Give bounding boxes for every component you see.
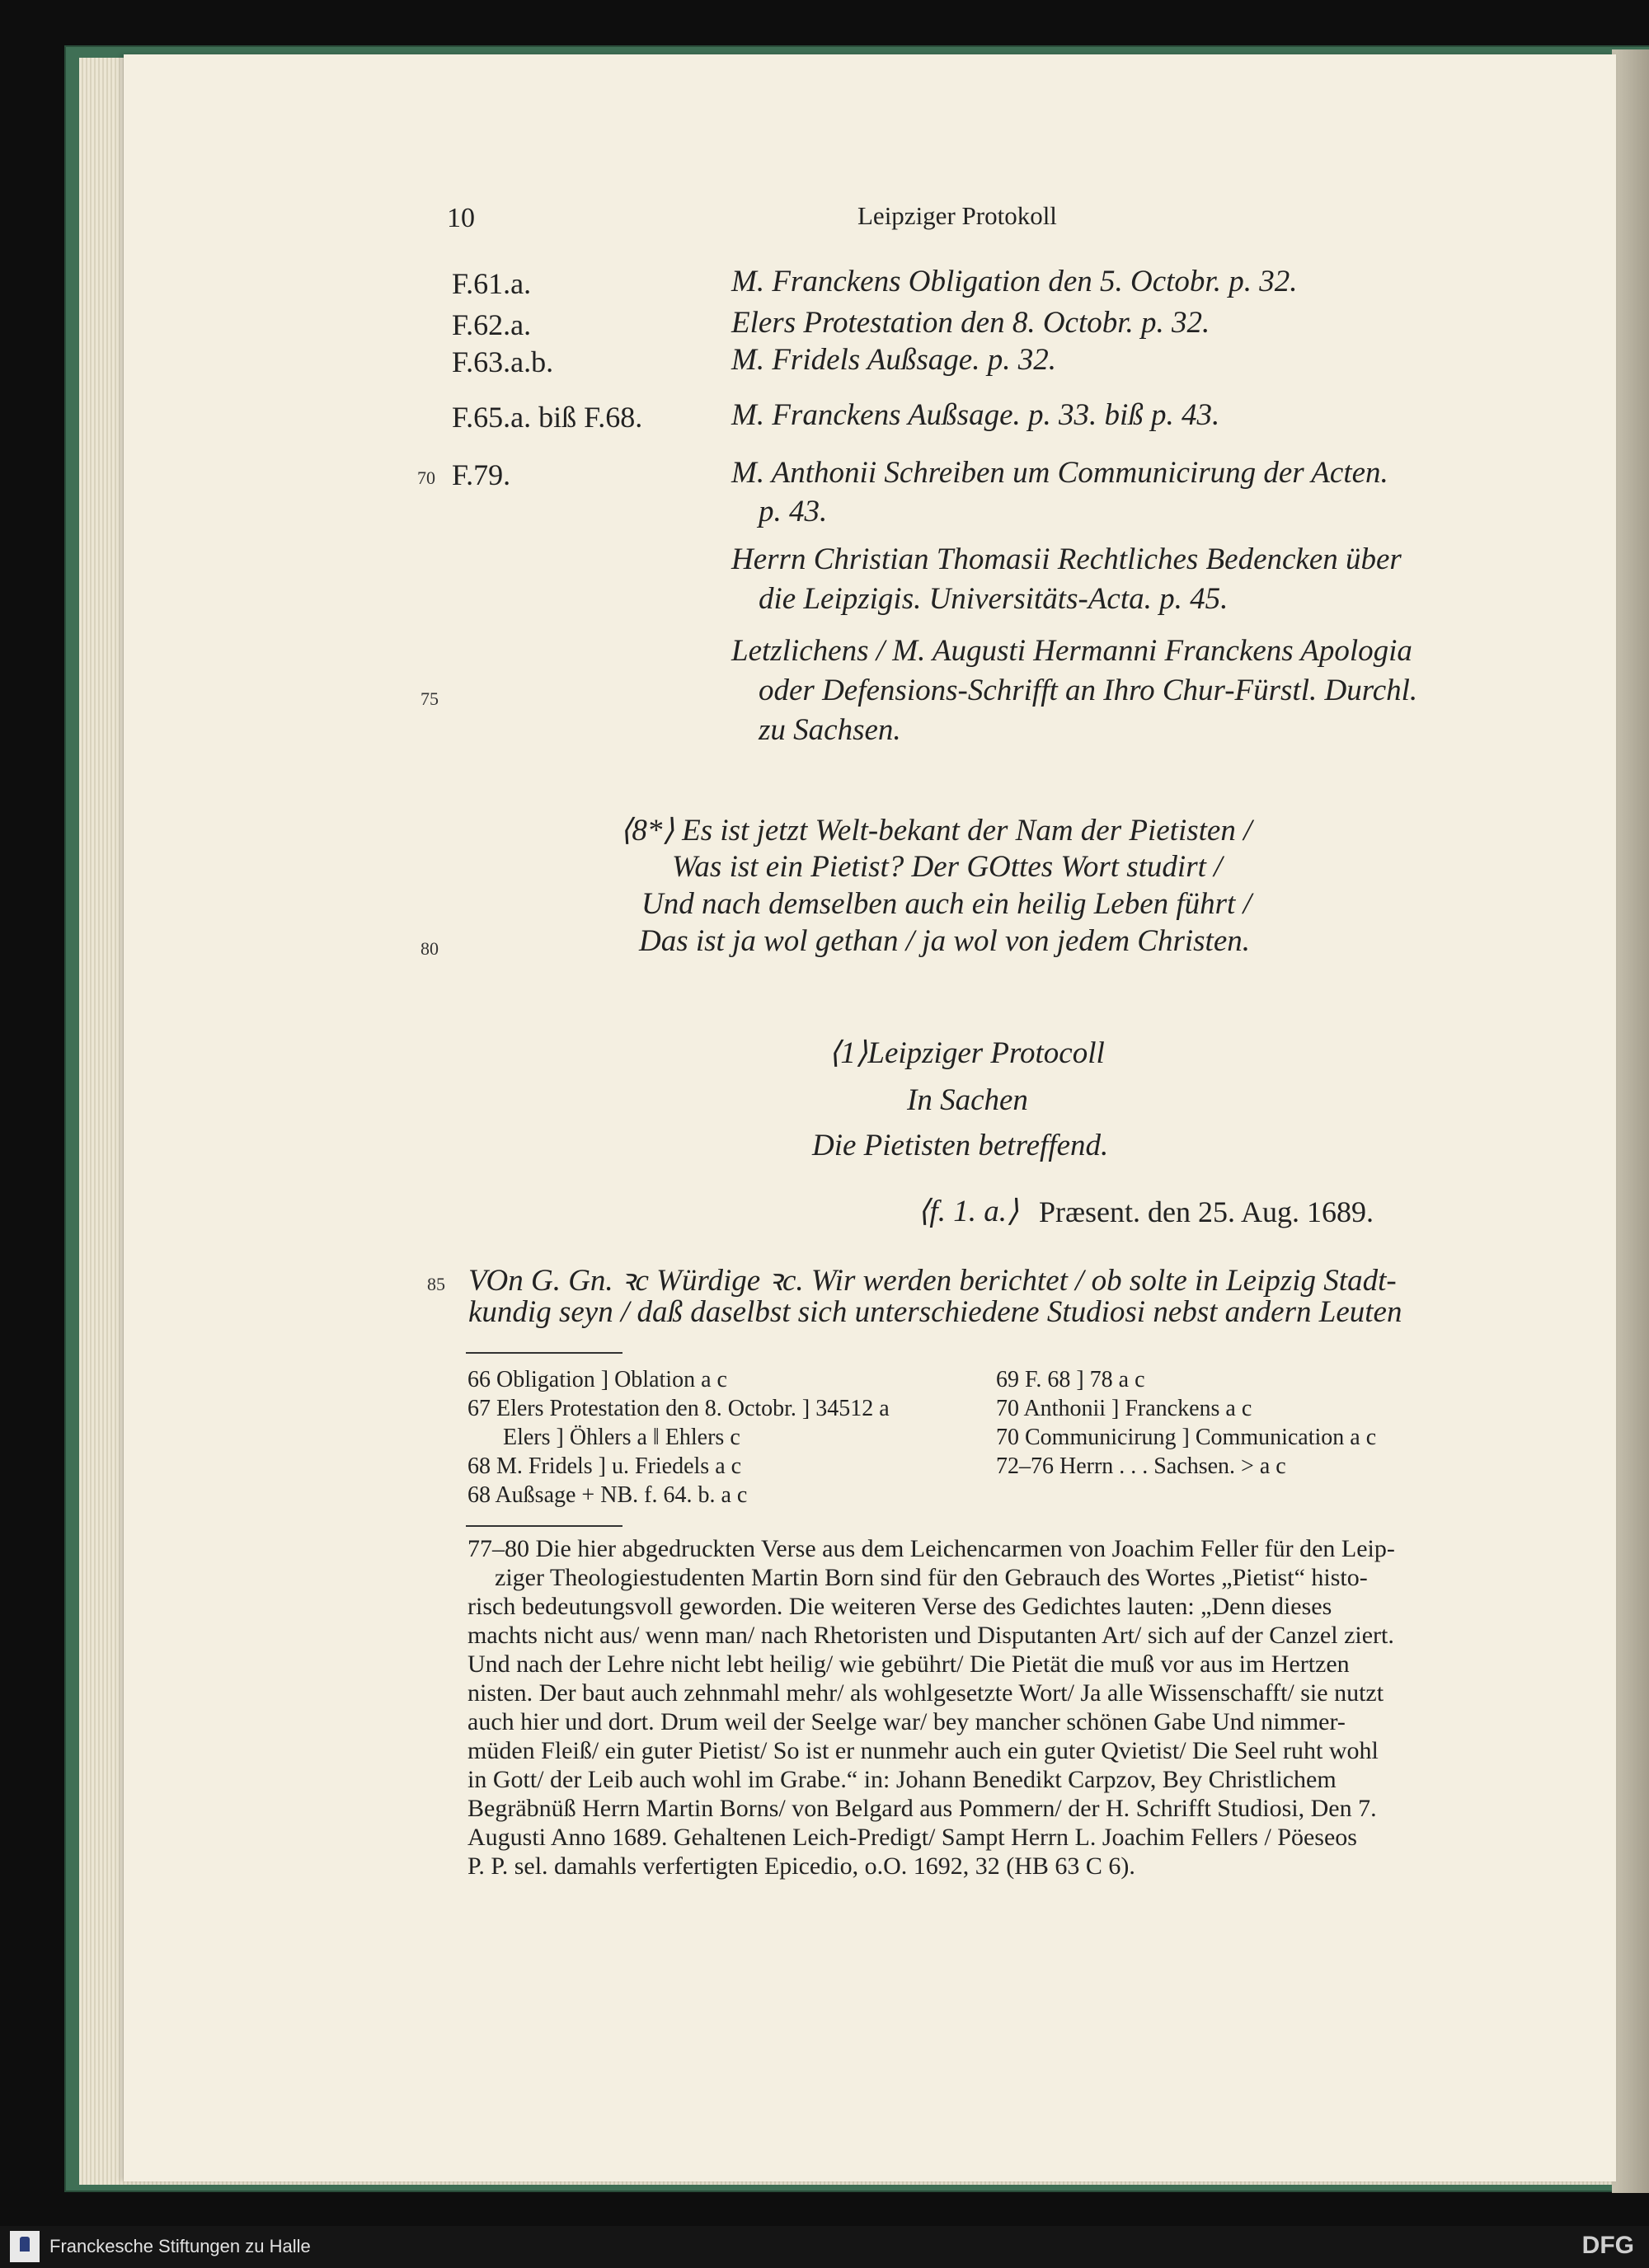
apparatus-rule <box>466 1352 622 1354</box>
verse-line: Das ist ja wol gethan / ja wol von jedem Christen. <box>639 924 1251 958</box>
footnote-rule <box>466 1525 622 1527</box>
footnote-line: 77–80 Die hier abgedruckten Verse aus dem Leichencarmen von Joachim Feller für den Leip- <box>467 1535 1395 1562</box>
footnote-line: müden Fleiß/ ein guter Pietist/ So ist er nunmehr auch ein guter Qvietist/ Die Seel ruht wohl <box>467 1737 1379 1764</box>
entry-text-continued: p. 43. <box>759 495 828 528</box>
title-line: ⟨1⟩Leipziger Protocoll <box>829 1036 1105 1070</box>
line-number: 80 <box>420 938 439 959</box>
apparatus-entry: 67 Elers Protestation den 8. Octobr. ] 34512 a <box>467 1396 890 1421</box>
entry-signature: F.61.a. <box>452 267 532 300</box>
entry-signature: F.79. <box>452 458 511 491</box>
facing-page-edge <box>1612 49 1649 2193</box>
apparatus-entry: Elers ] Öhlers a ‖ Ehlers c <box>503 1425 740 1450</box>
body-line: VOn G. Gn. ꝛc Würdige ꝛc. Wir werden berichtet / ob solte in Leipzig Stadt- <box>468 1264 1397 1298</box>
body-line: kundig seyn / daß daselbst sich unterschiedene Studiosi nebst andern Leuten <box>468 1295 1402 1329</box>
apologia-line: zu Sachsen. <box>759 713 901 747</box>
entry-text: M. Fridels Außsage. p. 32. <box>731 343 1056 377</box>
apparatus-entry: 72–76 Herrn . . . Sachsen. > a c <box>996 1453 1286 1479</box>
line-number: 70 <box>417 467 435 488</box>
apparatus-entry: 68 Außsage + NB. f. 64. b. a c <box>467 1482 748 1508</box>
entry-signature: F.63.a.b. <box>452 345 554 378</box>
page-number: 10 <box>447 203 475 233</box>
dfg-logo: DFG <box>1581 2232 1634 2259</box>
verse-line: ⟨8*⟩ Es ist jetzt Welt-bekant der Nam der Pietisten / <box>620 814 1252 848</box>
institution-name: Franckesche Stiftungen zu Halle <box>49 2236 311 2256</box>
verse-line: Und nach demselben auch ein heilig Leben führt / <box>641 887 1252 921</box>
entry-text: M. Anthonii Schreiben um Communicirung der Acten. <box>731 456 1388 490</box>
footnote-line: P. P. sel. damahls verfertigten Epicedio, o.O. 1692, 32 (HB 63 C 6). <box>467 1852 1135 1880</box>
entry-signature: F.65.a. biß F.68. <box>452 401 643 434</box>
apparatus-entry: 70 Communicirung ] Communication a c <box>996 1425 1377 1450</box>
apologia-line: oder Defensions-Schrifft an Ihro Chur-Fürstl. Durchl. <box>759 674 1418 707</box>
entry-text: M. Franckens Obligation den 5. Octobr. p. 32. <box>731 265 1298 298</box>
apparatus-entry: 69 F. 68 ] 78 a c <box>996 1367 1145 1392</box>
running-head: Leipziger Protokoll <box>857 201 1057 230</box>
line-number: 85 <box>427 1274 445 1294</box>
title-line: In Sachen <box>907 1083 1028 1117</box>
institution-logo-icon <box>10 2231 40 2262</box>
apologia-line: Letzlichens / M. Augusti Hermanni Franckens Apologia <box>731 634 1412 668</box>
verse-line: Was ist ein Pietist? Der GOttes Wort studirt / <box>672 850 1223 884</box>
apparatus-entry: 68 M. Fridels ] u. Friedels a c <box>467 1453 742 1479</box>
footnote-line: in Gott/ der Leib auch wohl im Grabe.“ in: Johann Benedikt Carpzov, Bey Christlichem <box>467 1766 1337 1793</box>
thomasius-line: Herrn Christian Thomasii Rechtliches Bedencken über <box>731 542 1402 576</box>
footnote-line: Begräbnüß Herrn Martin Borns/ von Belgard aus Pommern/ der H. Schrifft Studiosi, Den 7. <box>467 1795 1377 1822</box>
apparatus-entry: 70 Anthonii ] Franckens a c <box>996 1396 1252 1421</box>
footnote-line: risch bedeutungsvoll geworden. Die weiteren Verse des Gedichtes lauten: „Denn dieses <box>467 1593 1332 1620</box>
footnote-line: machts nicht aus/ wenn man/ nach Rhetoristen und Disputanten Art/ sich auf der Canzel ziert. <box>467 1622 1394 1649</box>
footnote-line: nisten. Der baut auch zehnmahl mehr/ als wohlgesetzte Wort/ Ja alle Wissenschafft/ sie nutzt <box>467 1679 1384 1707</box>
footnote-line: Und nach der Lehre nicht lebt heilig/ wie gebührt/ Die Pietät die muß vor aus im Hertzen <box>467 1651 1350 1678</box>
footnote-line: Augusti Anno 1689. Gehaltenen Leich-Predigt/ Sampt Herrn L. Joachim Fellers / Pöeseos <box>467 1824 1357 1851</box>
thomasius-line: die Leipzigis. Universitäts-Acta. p. 45. <box>759 582 1229 616</box>
footnote-line: ziger Theologiestudenten Martin Born sind für den Gebrauch des Wortes „Pietist“ histo- <box>495 1564 1368 1591</box>
entry-text: M. Franckens Außsage. p. 33. biß p. 43. <box>731 398 1220 432</box>
dateline: Præsent. den 25. Aug. 1689. <box>1039 1195 1374 1228</box>
footnote-line: auch hier und dort. Drum weil der Seelge war/ bey mancher schönen Gabe Und nimmer- <box>467 1708 1346 1735</box>
apparatus-entry: 66 Obligation ] Oblation a c <box>467 1367 727 1392</box>
title-line: Die Pietisten betreffend. <box>812 1129 1109 1162</box>
line-number: 75 <box>420 688 439 709</box>
entry-signature: F.62.a. <box>452 308 532 341</box>
entry-text: Elers Protestation den 8. Octobr. p. 32. <box>731 306 1210 340</box>
folio-reference: ⟨f. 1. a.⟩ <box>918 1195 1019 1228</box>
